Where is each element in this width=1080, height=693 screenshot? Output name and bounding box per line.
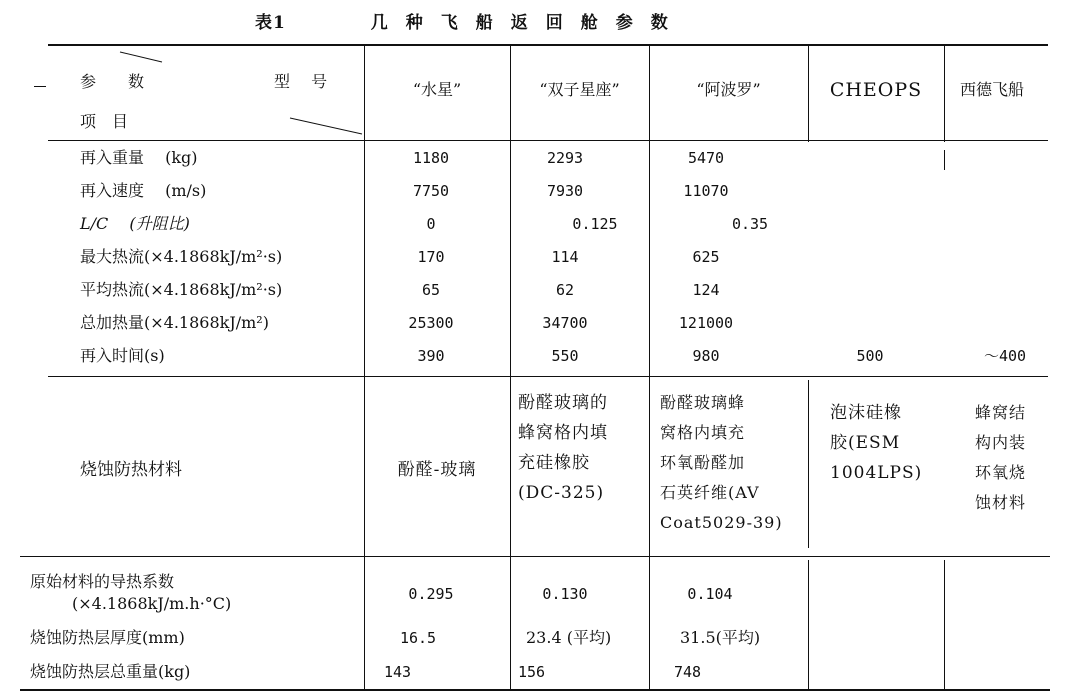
material-line: 酚醛玻璃的 bbox=[518, 393, 608, 413]
bottom-row-label: 原始材料的导热系数 bbox=[30, 572, 175, 591]
row-value: 5470 bbox=[687, 149, 725, 167]
row-label: 再入时间(s) bbox=[80, 346, 165, 365]
material-mercury: 酚醛-玻璃 bbox=[397, 460, 477, 480]
header-model-gemini: “双子星座” bbox=[539, 80, 620, 99]
header-corner-item: 项 目 bbox=[80, 112, 129, 131]
bottom-row-value: 16.5 bbox=[399, 629, 437, 647]
row-value: 500 bbox=[856, 347, 884, 365]
bottom-row-value: 0.295 bbox=[408, 585, 454, 603]
data-rule bbox=[48, 376, 1048, 377]
row-value: 7750 bbox=[412, 182, 450, 200]
table-title bbox=[255, 8, 686, 33]
col-rule-4c bbox=[808, 560, 809, 690]
col-rule-5b bbox=[944, 150, 945, 170]
material-apollo bbox=[660, 388, 783, 538]
material-line: 窝格内填充 bbox=[660, 423, 746, 442]
header-model-mercury: “水星” bbox=[412, 80, 462, 99]
row-value: 625 bbox=[692, 248, 720, 266]
header-rule bbox=[48, 140, 1048, 141]
bottom-row-value: 748 bbox=[674, 663, 702, 681]
row-label: 平均热流(×4.1868kJ/m²·s) bbox=[80, 280, 283, 299]
row-value: 0 bbox=[426, 215, 436, 233]
material-line: 胶(ESM bbox=[830, 433, 901, 453]
material-line: 构内装 bbox=[975, 433, 1027, 452]
row-value: 0.35 bbox=[731, 215, 769, 233]
material-line: 环氧酚醛加 bbox=[660, 453, 746, 472]
row-value: 2293 bbox=[546, 149, 584, 167]
row-value: ～400 bbox=[983, 347, 1027, 365]
row-value: 0.125 bbox=[572, 215, 618, 233]
bottom-row-value: 0.104 bbox=[687, 585, 733, 603]
col-rule-3 bbox=[649, 44, 650, 690]
material-line: 1004LPS) bbox=[830, 463, 923, 483]
material-line: 泡沫硅橡 bbox=[830, 403, 902, 423]
bottom-row-value: 156 bbox=[518, 663, 546, 681]
row-value: 170 bbox=[417, 248, 445, 266]
material-line: 蚀材料 bbox=[975, 493, 1027, 512]
row-value: 7930 bbox=[546, 182, 584, 200]
material-gemini bbox=[518, 388, 608, 508]
row-value: 11070 bbox=[683, 182, 729, 200]
row-value: 65 bbox=[421, 281, 441, 299]
bottom-row-label: 烧蚀防热层总重量(kg) bbox=[30, 662, 191, 681]
material-line: Coat5029-39) bbox=[660, 513, 783, 532]
row-label: 再入速度 (m/s) bbox=[80, 181, 207, 200]
bottom-row-label: 烧蚀防热层厚度(mm) bbox=[30, 628, 185, 647]
bottom-row-label-unit: (×4.1868kJ/m.h·°C) bbox=[72, 594, 232, 613]
header-diagonal bbox=[100, 50, 370, 140]
material-cheops bbox=[830, 398, 922, 488]
material-line: 蜂窝结 bbox=[975, 403, 1027, 422]
col-rule-4b bbox=[808, 380, 809, 548]
header-model-german: 西德飞船 bbox=[960, 80, 1025, 99]
header-dash bbox=[34, 86, 46, 87]
top-rule bbox=[48, 44, 1048, 46]
col-rule-5 bbox=[944, 44, 945, 142]
bottom-rule bbox=[20, 689, 1050, 691]
bottom-row-value: 23.4 (平均) bbox=[526, 628, 612, 647]
material-line: 环氧烧 bbox=[975, 463, 1027, 482]
material-line: 充硅橡胶 bbox=[518, 453, 590, 473]
material-rule bbox=[20, 556, 1050, 557]
header-model-apollo: “阿波罗” bbox=[696, 80, 761, 99]
row-value: 1180 bbox=[412, 149, 450, 167]
row-value: 114 bbox=[551, 248, 579, 266]
row-value: 34700 bbox=[542, 314, 588, 332]
bottom-row-value: 0.130 bbox=[542, 585, 588, 603]
header-corner-params: 参 数 bbox=[80, 72, 145, 91]
material-label: 烧蚀防热材料 bbox=[80, 460, 182, 480]
row-value: 124 bbox=[692, 281, 720, 299]
row-label: 再入重量 (kg) bbox=[80, 148, 198, 167]
table-name: 几种飞船返回舱参数 bbox=[370, 13, 686, 33]
row-value: 121000 bbox=[678, 314, 734, 332]
header-corner-model: 型 号 bbox=[274, 72, 336, 91]
table-number: 表1 bbox=[255, 13, 286, 33]
col-rule-1 bbox=[364, 44, 365, 690]
bottom-row-value: 31.5(平均) bbox=[680, 628, 761, 647]
row-value: 980 bbox=[692, 347, 720, 365]
row-value: 62 bbox=[555, 281, 575, 299]
material-line: (DC-325) bbox=[518, 483, 605, 503]
bottom-row-value: 143 bbox=[384, 663, 412, 681]
col-rule-5c bbox=[944, 560, 945, 690]
row-value: 25300 bbox=[408, 314, 454, 332]
material-line: 蜂窝格内填 bbox=[518, 423, 608, 443]
row-value: 550 bbox=[551, 347, 579, 365]
header-model-cheops: CHEOPS bbox=[829, 79, 923, 101]
material-line: 石英纤维(AV bbox=[660, 483, 760, 502]
row-label: 总加热量(×4.1868kJ/m²) bbox=[80, 313, 269, 332]
row-value: 390 bbox=[417, 347, 445, 365]
material-line: 酚醛玻璃蜂 bbox=[660, 393, 746, 412]
row-label: L/C (升阻比) bbox=[80, 214, 190, 233]
material-german bbox=[975, 398, 1026, 518]
row-label: 最大热流(×4.1868kJ/m²·s) bbox=[80, 247, 283, 266]
